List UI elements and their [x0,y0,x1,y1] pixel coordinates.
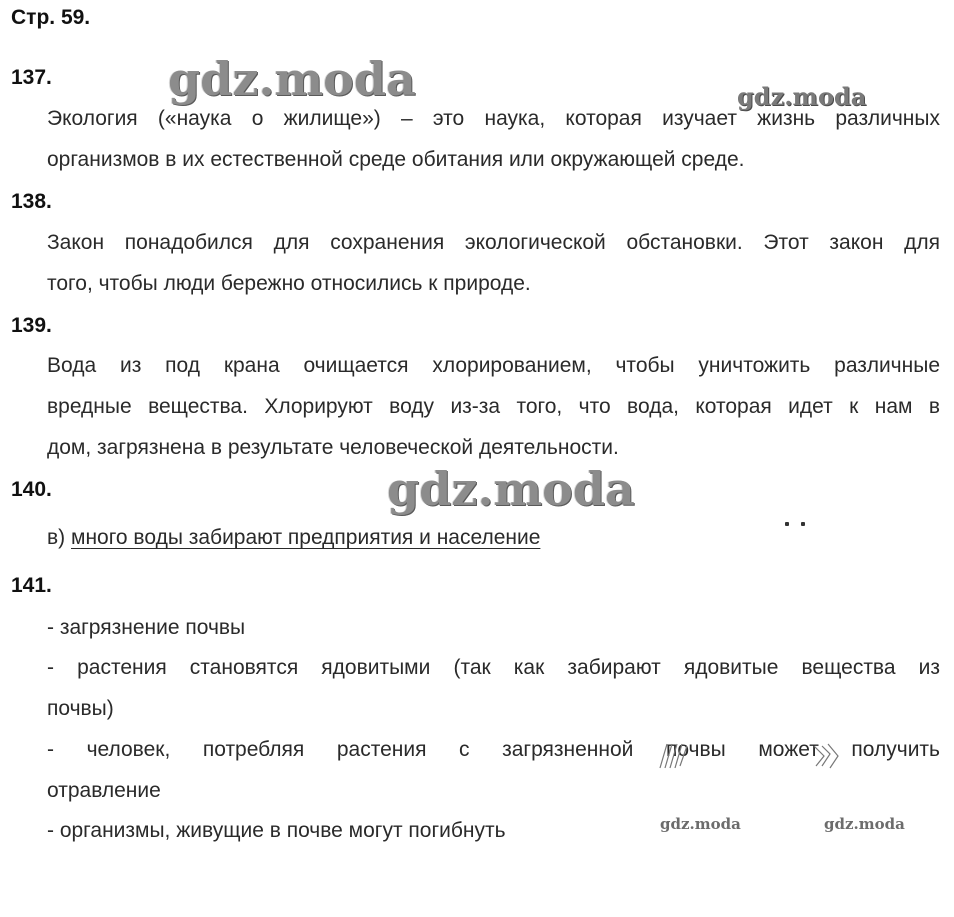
answer-line: Вода из под крана очищается хлорированием, чтобы уничтожить различные [47,354,940,377]
answer-line: - растения становятся ядовитыми (так как забирают ядовитые вещества из [47,656,940,679]
watermark: gdz.moda [168,52,416,106]
answer-option-text: много воды забирают предприятия и население [71,526,541,549]
watermark: gdz.moda [737,82,867,111]
stray-mark [801,522,805,526]
task-number: 140. [11,478,52,501]
page-header: Стр. 59. [11,6,91,29]
watermark: gdz.moda [387,462,635,516]
answer-line: дом, загрязнена в результате человеческой деятельности. [47,436,619,459]
answer-line: - загрязнение почвы [47,616,246,639]
answer-line: - человек, потребляя растения с загрязненной почвы может получить [47,738,940,761]
answer-line: вредные вещества. Хлорируют воду из-за того, что вода, которая идет к нам в [47,395,940,418]
answer-line: Экология («наука о жилище») – это наука, которая изучает жизнь различных [47,107,940,130]
task-number: 137. [11,66,52,89]
task-number: 138. [11,190,52,213]
answer-line: того, чтобы люди бережно относились к природе. [47,272,531,295]
answer-option-letter: в) [47,526,66,549]
answer-line: - организмы, живущие в почве могут погибнуть [47,819,506,842]
task-number: 141. [11,574,52,597]
answer-line: Закон понадобился для сохранения экологической обстановки. Этот закон для [47,231,940,254]
stray-mark [785,522,789,526]
watermark: gdz.moda [660,815,741,833]
task-number: 139. [11,314,52,337]
answer-line: организмов в их естественной среде обитания или окружающей среде. [47,148,745,171]
scribble-mark [657,740,693,772]
answer-line [47,526,940,550]
answer-line: отравление [47,779,161,802]
scribble-mark [810,740,844,772]
answer-line: почвы) [47,697,114,720]
watermark: gdz.moda [824,815,905,833]
